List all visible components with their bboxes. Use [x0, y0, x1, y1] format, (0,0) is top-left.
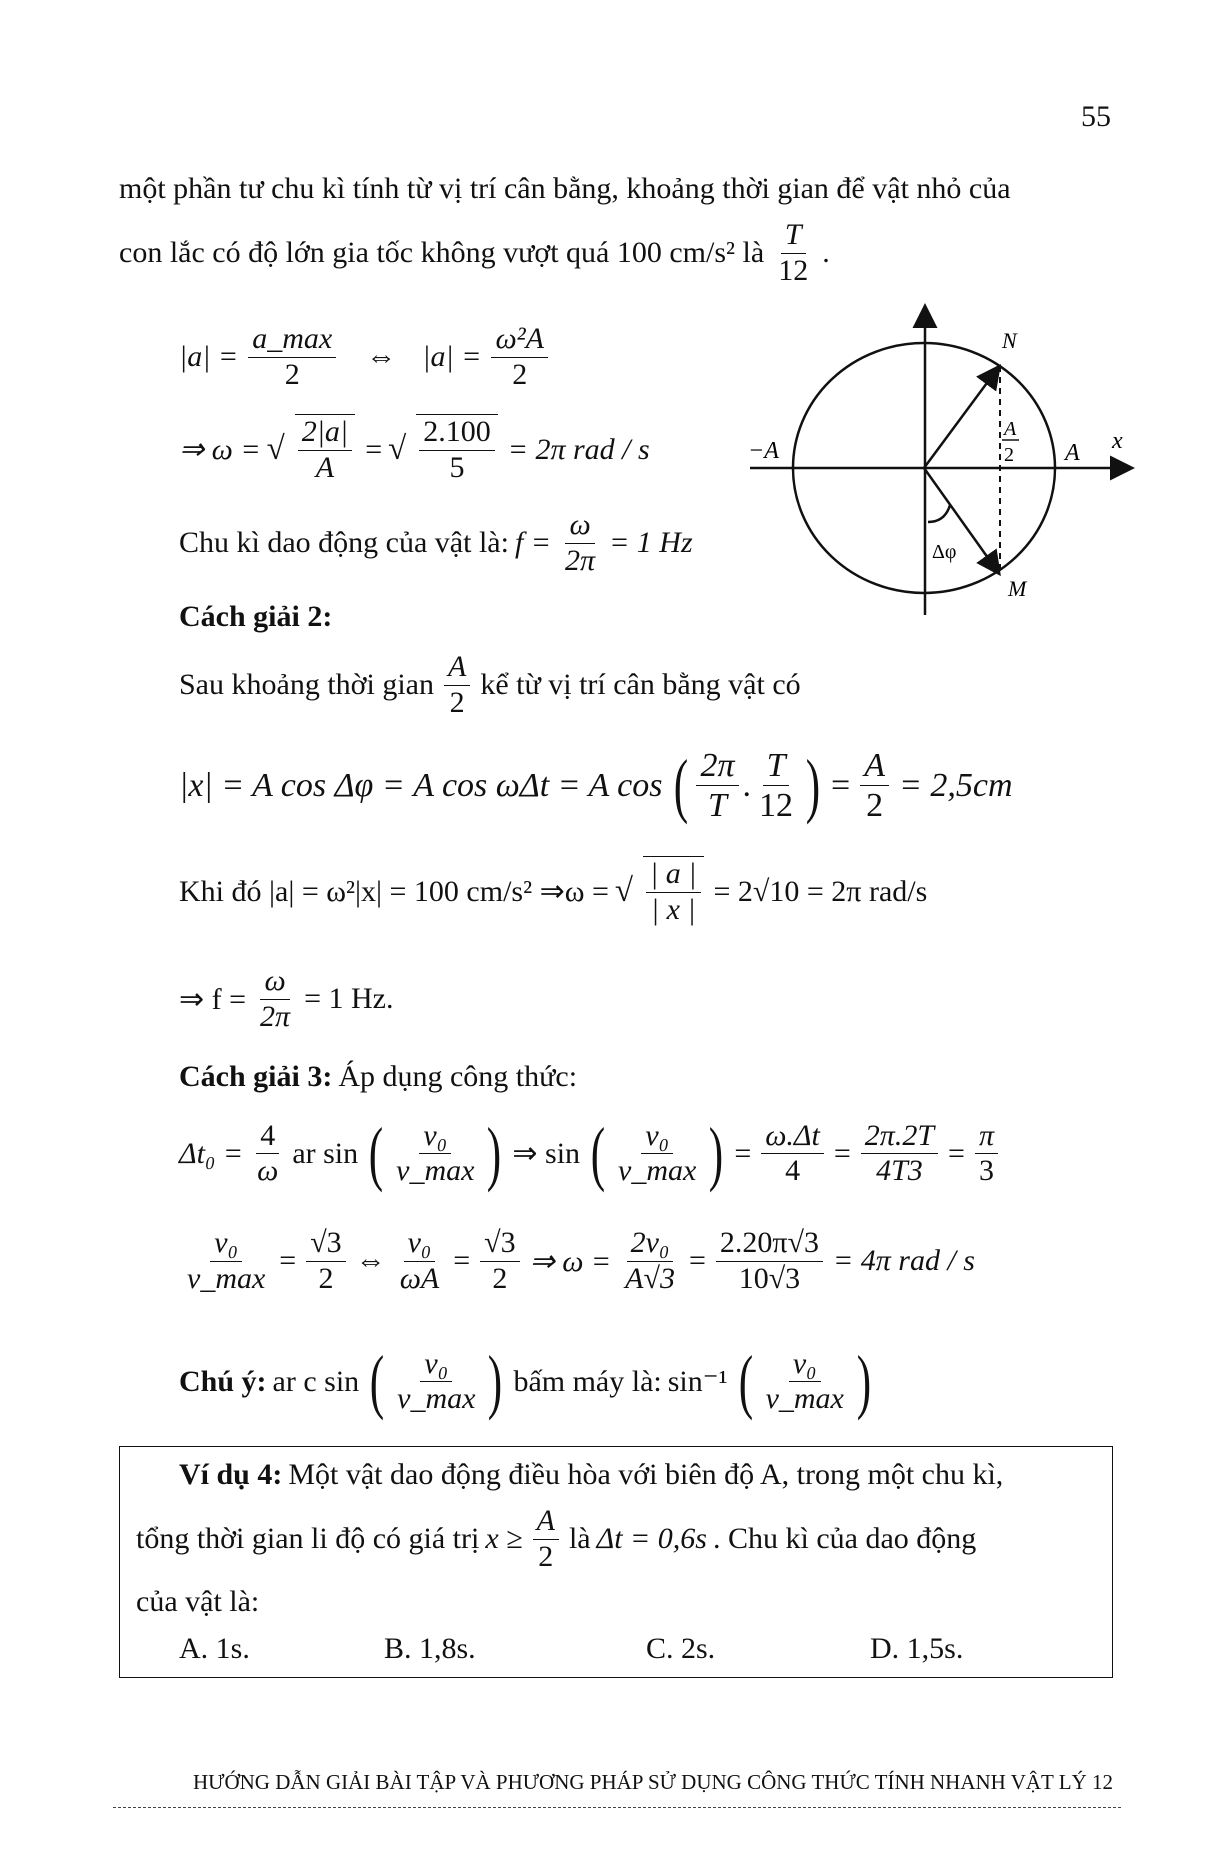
math: π [975, 1119, 998, 1155]
math: = 4π rad / s [833, 1244, 975, 1277]
math: | a | [646, 857, 701, 893]
equation-f [179, 964, 393, 1034]
math: 2v₀ [627, 1226, 674, 1262]
math: = [279, 1244, 297, 1277]
equation-accel [179, 322, 552, 392]
fraction-denominator: 12 [778, 253, 809, 287]
math: 4 [256, 1119, 279, 1155]
option-d: D. 1,5s. [870, 1632, 964, 1665]
math: ⇒ ω = [179, 433, 261, 466]
equation-delta-t [179, 1112, 1002, 1195]
math: 12 [759, 787, 794, 824]
math: A [315, 450, 335, 484]
text: . [822, 236, 830, 269]
math: 3 [978, 1154, 994, 1187]
heading: Cách giải 2: [179, 600, 333, 633]
math: | x | [650, 892, 696, 926]
math: sin⁻¹ [667, 1365, 728, 1398]
text: Khi đó |a| = ω²|x| = 100 cm/s² ⇒ω = [179, 875, 609, 908]
math: 2 [449, 685, 465, 719]
label-m: M [1008, 576, 1027, 601]
math: ω [257, 1154, 279, 1187]
phase-circle-diagram [740, 290, 1160, 640]
math: = 2π rad / s [507, 432, 650, 466]
equation-omega: ⇒ ω = √ $\frac{2|a|}{A}$ = √ $\frac{2.100}{5}$ = 2π rad / s [179, 415, 650, 484]
equation-frequency [179, 508, 693, 578]
math: |x| = A cos Δφ = A cos ωΔt = A cos [179, 766, 663, 804]
label-x: x [1112, 428, 1123, 454]
math: |a| = [422, 340, 482, 373]
math: v_max [187, 1261, 266, 1295]
math: 2 [492, 1261, 508, 1295]
math: A [444, 650, 470, 686]
math: √3 [480, 1226, 519, 1262]
math: ωA [399, 1261, 440, 1295]
math: ⇔ [355, 1244, 386, 1277]
math: x ≥ [485, 1522, 523, 1555]
text: bấm máy là: [513, 1364, 662, 1398]
note-label: Chú ý: [179, 1364, 267, 1398]
math: ar c sin [272, 1364, 360, 1398]
math: T [708, 787, 727, 824]
heading-method-3 [179, 1060, 577, 1094]
math: ( v₀ [419, 1119, 451, 1155]
label-a: A [1065, 440, 1080, 466]
math: Δt₀ = [179, 1136, 244, 1170]
equation-ratio [179, 1226, 975, 1296]
math: 2π [260, 999, 291, 1033]
math: 4 [785, 1154, 801, 1187]
math: ⇒ f = [179, 982, 247, 1016]
example-line [179, 1458, 1003, 1492]
note-line [179, 1340, 876, 1423]
paragraph-line [119, 218, 830, 288]
vector-n [924, 368, 998, 468]
label-angle: Δφ [932, 541, 957, 563]
heading-method-2 [179, 600, 332, 634]
option-a: A. 1s. [179, 1632, 250, 1665]
math: A [533, 1504, 559, 1540]
math: v₀ [210, 1226, 242, 1262]
math: = [365, 432, 383, 466]
math: = 2,5cm [898, 766, 1013, 804]
math: = [688, 1244, 706, 1277]
angle-arc [928, 505, 950, 522]
footer-title: HƯỚNG DẪN GIẢI BÀI TẬP VÀ PHƯƠNG PHÁP SỬ DỤNG CÔNG THỨC TÍNH NHANH VẬT LÝ 12 [193, 1770, 1113, 1794]
text: Áp dụng công thức: [338, 1060, 578, 1093]
math: 2.100 [419, 415, 495, 451]
heading: Cách giải 3: [179, 1060, 333, 1093]
math: 2 [866, 787, 884, 824]
math: ( v₀ [420, 1347, 452, 1383]
math: 5 [449, 450, 465, 484]
math: 2.20π√3 [716, 1226, 823, 1262]
text: Một vật dao động điều hòa với biên độ A, trong một chu kì, [288, 1458, 1004, 1491]
math: v_max [397, 1382, 476, 1415]
math: ω²A [491, 322, 548, 358]
math: 2π [565, 543, 596, 577]
math: ar sin [292, 1136, 359, 1170]
text: tổng thời gian li độ có giá trị [136, 1522, 480, 1555]
text: kể từ vị trí cân bằng vật có [480, 668, 801, 701]
math: ⇒ sin [512, 1137, 581, 1170]
math: 10√3 [738, 1261, 801, 1295]
math: v_max [618, 1154, 697, 1187]
math: ( 2π [696, 746, 738, 786]
math: ω [565, 508, 594, 544]
example-line: của vật là: [136, 1585, 260, 1618]
math: Δt = 0,6s [596, 1522, 707, 1555]
math: = [734, 1136, 752, 1170]
example-line [136, 1504, 976, 1574]
math: ( v₀ [789, 1347, 821, 1383]
page-number: 55 [1081, 100, 1111, 133]
math: = 1 Hz [609, 526, 693, 559]
math: 2 [318, 1261, 334, 1295]
text: Sau khoảng thời gian [179, 668, 434, 701]
option-c: C. 2s. [646, 1632, 716, 1665]
label-half-den: 2 [1004, 444, 1014, 466]
math: v_max [396, 1154, 475, 1187]
math: = [831, 766, 851, 804]
math: = 1 Hz. [304, 982, 394, 1015]
math: v_max [765, 1382, 844, 1415]
math: A [860, 746, 889, 786]
text: con lắc có độ lớn gia tốc không vượt quá 100 cm/s² là [119, 236, 765, 269]
math: = [948, 1136, 965, 1170]
math: ( v₀ [641, 1119, 673, 1155]
option-b: B. 1,8s. [384, 1632, 476, 1665]
math: 2 [284, 357, 300, 391]
fraction-numerator: T [781, 218, 806, 254]
equation-displacement [179, 744, 1013, 827]
footer-divider [113, 1807, 1121, 1808]
math: 2 [512, 357, 528, 391]
label-n: N [1002, 328, 1017, 353]
math: 2|a| [298, 415, 353, 451]
math: 4T3 [876, 1154, 923, 1187]
math: v₀ [404, 1226, 436, 1262]
text: Chu kì dao động của vật là: [179, 526, 509, 559]
math: 2π.2T [861, 1119, 938, 1155]
paragraph-line: một phần tư chu kì tính từ vị trí cân bằng, khoảng thời gian để vật nhỏ của [119, 172, 1011, 205]
math: T [763, 746, 790, 786]
math: a_max [248, 322, 336, 358]
math: |a| = [179, 340, 239, 373]
equation-khi-do: Khi đó |a| = ω²|x| = 100 cm/s² ⇒ω = √ $\frac{| a |}{| x |}$ = 2√10 = 2π rad/s [179, 857, 928, 926]
paragraph-line [179, 650, 801, 720]
math: √3 [306, 1226, 345, 1262]
math: ⇔ [366, 340, 397, 373]
math: . [742, 766, 752, 804]
math: = [833, 1136, 851, 1170]
math: ω.Δt [761, 1119, 824, 1155]
math: A√3 [625, 1261, 675, 1295]
math: = [453, 1244, 471, 1277]
text: là [568, 1522, 591, 1555]
example-label: Ví dụ 4: [179, 1458, 283, 1491]
label-half-num: A [1004, 418, 1017, 440]
math: f = [514, 526, 552, 559]
math: = 2√10 = 2π rad/s [713, 874, 928, 908]
math: 2 [538, 1539, 554, 1573]
text: . Chu kì của dao động [712, 1522, 977, 1555]
math: ⇒ ω = [529, 1244, 612, 1278]
math: ω [260, 964, 289, 1000]
label-minus-a: −A [748, 438, 779, 464]
